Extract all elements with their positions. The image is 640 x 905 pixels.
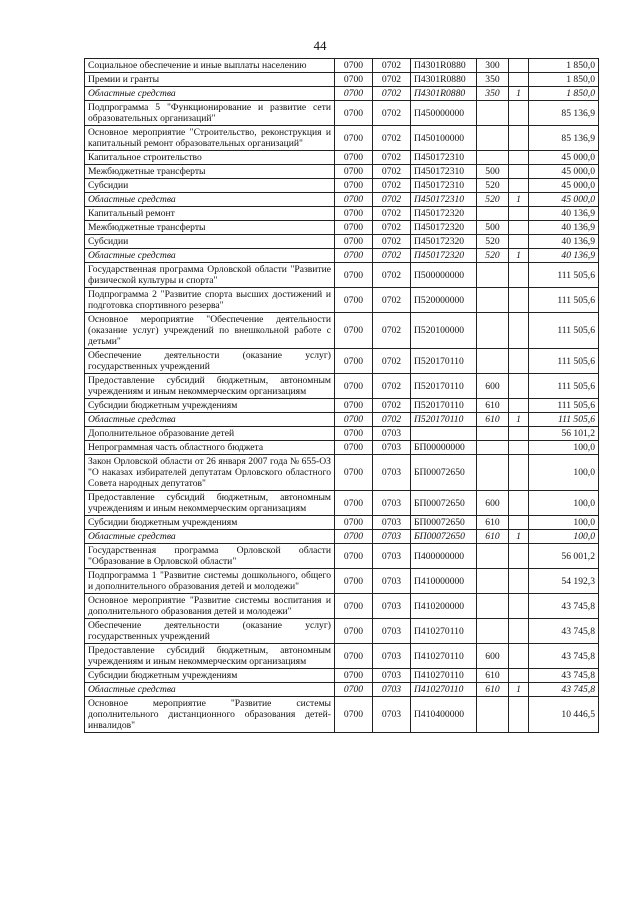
cell-section: 0700 bbox=[335, 569, 373, 594]
table-row bbox=[85, 179, 599, 193]
cell-expense-type: 600 bbox=[477, 491, 509, 516]
cell-name: Областные средства bbox=[85, 683, 335, 697]
table-body bbox=[85, 59, 599, 733]
cell-name: Областные средства bbox=[85, 193, 335, 207]
cell-expense-type bbox=[477, 427, 509, 441]
cell-target-code: БП00072650 bbox=[411, 491, 477, 516]
cell-target-code: П400000000 bbox=[411, 544, 477, 569]
cell-subsection: 0703 bbox=[373, 491, 411, 516]
cell-expense-type bbox=[477, 263, 509, 288]
cell-section: 0700 bbox=[335, 374, 373, 399]
cell-source-code bbox=[509, 669, 529, 683]
cell-name: Государственная программа Орловской области "Образование в Орловской области" bbox=[85, 544, 335, 569]
cell-subsection: 0702 bbox=[373, 349, 411, 374]
cell-subsection: 0702 bbox=[373, 59, 411, 73]
cell-source-code bbox=[509, 165, 529, 179]
cell-name: Предоставление субсидий бюджетным, автономным учреждениям и иным некоммерческим организациям bbox=[85, 644, 335, 669]
cell-source-code bbox=[509, 313, 529, 349]
cell-source-code bbox=[509, 644, 529, 669]
cell-amount: 40 136,9 bbox=[529, 235, 599, 249]
cell-amount: 40 136,9 bbox=[529, 207, 599, 221]
cell-expense-type: 610 bbox=[477, 683, 509, 697]
page-number: 44 bbox=[313, 38, 327, 53]
cell-subsection: 0703 bbox=[373, 427, 411, 441]
cell-expense-type: 350 bbox=[477, 73, 509, 87]
cell-subsection: 0703 bbox=[373, 441, 411, 455]
cell-source-code bbox=[509, 569, 529, 594]
cell-target-code: БП00072650 bbox=[411, 516, 477, 530]
cell-amount: 85 136,9 bbox=[529, 126, 599, 151]
table-row bbox=[85, 249, 599, 263]
table-row bbox=[85, 683, 599, 697]
cell-amount: 85 136,9 bbox=[529, 101, 599, 126]
cell-amount: 45 000,0 bbox=[529, 165, 599, 179]
table-row bbox=[85, 263, 599, 288]
cell-expense-type bbox=[477, 544, 509, 569]
cell-amount: 111 505,6 bbox=[529, 349, 599, 374]
cell-subsection: 0702 bbox=[373, 235, 411, 249]
cell-section: 0700 bbox=[335, 349, 373, 374]
cell-subsection: 0702 bbox=[373, 263, 411, 288]
cell-expense-type bbox=[477, 619, 509, 644]
cell-expense-type: 610 bbox=[477, 413, 509, 427]
cell-source-code bbox=[509, 455, 529, 491]
cell-source-code: 1 bbox=[509, 193, 529, 207]
cell-name: Межбюджетные трансферты bbox=[85, 165, 335, 179]
cell-expense-type bbox=[477, 697, 509, 733]
cell-source-code bbox=[509, 151, 529, 165]
cell-target-code: П4301R0880 bbox=[411, 87, 477, 101]
cell-section: 0700 bbox=[335, 249, 373, 263]
cell-section: 0700 bbox=[335, 399, 373, 413]
cell-target-code: БП00000000 bbox=[411, 441, 477, 455]
cell-subsection: 0702 bbox=[373, 73, 411, 87]
cell-expense-type: 300 bbox=[477, 59, 509, 73]
budget-allocation-table bbox=[84, 58, 599, 733]
cell-amount: 43 745,8 bbox=[529, 683, 599, 697]
cell-source-code bbox=[509, 544, 529, 569]
cell-expense-type bbox=[477, 455, 509, 491]
cell-expense-type bbox=[477, 288, 509, 313]
table-row bbox=[85, 544, 599, 569]
cell-target-code: П520100000 bbox=[411, 313, 477, 349]
cell-name: Основное мероприятие "Обеспечение деятельности (оказание услуг) учреждений по внешкольной работе с детьми" bbox=[85, 313, 335, 349]
cell-section: 0700 bbox=[335, 165, 373, 179]
cell-name: Непрограммная часть областного бюджета bbox=[85, 441, 335, 455]
cell-source-code bbox=[509, 179, 529, 193]
cell-subsection: 0703 bbox=[373, 594, 411, 619]
cell-subsection: 0702 bbox=[373, 221, 411, 235]
cell-subsection: 0703 bbox=[373, 644, 411, 669]
cell-source-code bbox=[509, 491, 529, 516]
cell-expense-type bbox=[477, 207, 509, 221]
table-row bbox=[85, 530, 599, 544]
cell-amount: 56 101,2 bbox=[529, 427, 599, 441]
cell-expense-type: 520 bbox=[477, 179, 509, 193]
cell-section: 0700 bbox=[335, 455, 373, 491]
table-row bbox=[85, 349, 599, 374]
cell-section: 0700 bbox=[335, 101, 373, 126]
cell-subsection: 0702 bbox=[373, 126, 411, 151]
cell-target-code: П450172310 bbox=[411, 179, 477, 193]
cell-section: 0700 bbox=[335, 516, 373, 530]
cell-subsection: 0702 bbox=[373, 374, 411, 399]
table-row bbox=[85, 73, 599, 87]
cell-amount: 100,0 bbox=[529, 491, 599, 516]
cell-expense-type bbox=[477, 313, 509, 349]
table-row bbox=[85, 516, 599, 530]
cell-source-code bbox=[509, 619, 529, 644]
cell-amount: 111 505,6 bbox=[529, 288, 599, 313]
cell-source-code: 1 bbox=[509, 683, 529, 697]
cell-target-code: П520170110 bbox=[411, 349, 477, 374]
cell-name: Предоставление субсидий бюджетным, автономным учреждениям и иным некоммерческим организациям bbox=[85, 374, 335, 399]
cell-target-code: П4301R0880 bbox=[411, 59, 477, 73]
cell-section: 0700 bbox=[335, 491, 373, 516]
cell-expense-type bbox=[477, 441, 509, 455]
cell-section: 0700 bbox=[335, 669, 373, 683]
cell-target-code: П450172320 bbox=[411, 235, 477, 249]
cell-target-code: П520170110 bbox=[411, 413, 477, 427]
table-row bbox=[85, 288, 599, 313]
cell-expense-type bbox=[477, 569, 509, 594]
cell-target-code: П450100000 bbox=[411, 126, 477, 151]
cell-subsection: 0703 bbox=[373, 697, 411, 733]
cell-name: Премии и гранты bbox=[85, 73, 335, 87]
table-row bbox=[85, 441, 599, 455]
cell-amount: 100,0 bbox=[529, 516, 599, 530]
cell-target-code: П450172310 bbox=[411, 151, 477, 165]
cell-amount: 111 505,6 bbox=[529, 413, 599, 427]
cell-target-code: БП00072650 bbox=[411, 455, 477, 491]
cell-subsection: 0703 bbox=[373, 669, 411, 683]
cell-expense-type: 600 bbox=[477, 374, 509, 399]
cell-source-code bbox=[509, 73, 529, 87]
table-row bbox=[85, 491, 599, 516]
cell-source-code: 1 bbox=[509, 413, 529, 427]
cell-name: Закон Орловской области от 26 января 2007 года № 655-ОЗ "О наказах избирателей депутатам Орловского областного Совета народных депутатов" bbox=[85, 455, 335, 491]
cell-subsection: 0702 bbox=[373, 165, 411, 179]
cell-expense-type bbox=[477, 151, 509, 165]
cell-subsection: 0702 bbox=[373, 399, 411, 413]
cell-name: Основное мероприятие "Развитие системы дополнительного дистанционного образования детей-инвалидов" bbox=[85, 697, 335, 733]
cell-amount: 100,0 bbox=[529, 530, 599, 544]
cell-amount: 111 505,6 bbox=[529, 399, 599, 413]
cell-source-code bbox=[509, 594, 529, 619]
table-row bbox=[85, 569, 599, 594]
cell-subsection: 0702 bbox=[373, 313, 411, 349]
cell-section: 0700 bbox=[335, 427, 373, 441]
cell-source-code bbox=[509, 59, 529, 73]
cell-subsection: 0703 bbox=[373, 516, 411, 530]
cell-section: 0700 bbox=[335, 441, 373, 455]
cell-target-code: П410200000 bbox=[411, 594, 477, 619]
cell-amount: 43 745,8 bbox=[529, 669, 599, 683]
table-row bbox=[85, 697, 599, 733]
cell-subsection: 0702 bbox=[373, 151, 411, 165]
cell-source-code bbox=[509, 427, 529, 441]
cell-source-code bbox=[509, 288, 529, 313]
cell-expense-type: 520 bbox=[477, 235, 509, 249]
cell-target-code: П450172320 bbox=[411, 207, 477, 221]
cell-section: 0700 bbox=[335, 59, 373, 73]
cell-source-code bbox=[509, 399, 529, 413]
cell-target-code: БП00072650 bbox=[411, 530, 477, 544]
cell-amount: 56 001,2 bbox=[529, 544, 599, 569]
cell-section: 0700 bbox=[335, 179, 373, 193]
cell-subsection: 0702 bbox=[373, 288, 411, 313]
cell-source-code bbox=[509, 207, 529, 221]
cell-target-code: П450172320 bbox=[411, 249, 477, 263]
table-row bbox=[85, 619, 599, 644]
table-row bbox=[85, 413, 599, 427]
cell-name: Субсидии bbox=[85, 179, 335, 193]
cell-amount: 10 446,5 bbox=[529, 697, 599, 733]
table-row bbox=[85, 235, 599, 249]
cell-name: Областные средства bbox=[85, 530, 335, 544]
cell-expense-type bbox=[477, 126, 509, 151]
cell-expense-type bbox=[477, 349, 509, 374]
cell-amount: 45 000,0 bbox=[529, 193, 599, 207]
cell-target-code: П410400000 bbox=[411, 697, 477, 733]
cell-amount: 45 000,0 bbox=[529, 179, 599, 193]
cell-expense-type: 350 bbox=[477, 87, 509, 101]
table-row bbox=[85, 399, 599, 413]
cell-source-code: 1 bbox=[509, 530, 529, 544]
cell-amount: 111 505,6 bbox=[529, 263, 599, 288]
cell-subsection: 0703 bbox=[373, 619, 411, 644]
cell-expense-type bbox=[477, 101, 509, 126]
cell-subsection: 0702 bbox=[373, 207, 411, 221]
cell-name: Обеспечение деятельности (оказание услуг) государственных учреждений bbox=[85, 619, 335, 644]
cell-target-code: П520000000 bbox=[411, 288, 477, 313]
cell-expense-type: 520 bbox=[477, 193, 509, 207]
cell-amount: 1 850,0 bbox=[529, 59, 599, 73]
cell-expense-type: 520 bbox=[477, 249, 509, 263]
cell-target-code: П410270110 bbox=[411, 644, 477, 669]
table-row bbox=[85, 101, 599, 126]
cell-name: Основное мероприятие "Строительство, реконструкция и капитальный ремонт образовательных организаций" bbox=[85, 126, 335, 151]
cell-subsection: 0702 bbox=[373, 413, 411, 427]
cell-section: 0700 bbox=[335, 683, 373, 697]
cell-section: 0700 bbox=[335, 73, 373, 87]
cell-section: 0700 bbox=[335, 644, 373, 669]
cell-amount: 1 850,0 bbox=[529, 87, 599, 101]
cell-section: 0700 bbox=[335, 207, 373, 221]
table-row bbox=[85, 427, 599, 441]
cell-name: Предоставление субсидий бюджетным, автономным учреждениям и иным некоммерческим организациям bbox=[85, 491, 335, 516]
cell-amount: 40 136,9 bbox=[529, 221, 599, 235]
cell-name: Капитальное строительство bbox=[85, 151, 335, 165]
cell-subsection: 0703 bbox=[373, 544, 411, 569]
cell-section: 0700 bbox=[335, 313, 373, 349]
cell-amount: 43 745,8 bbox=[529, 619, 599, 644]
cell-section: 0700 bbox=[335, 413, 373, 427]
cell-subsection: 0703 bbox=[373, 683, 411, 697]
cell-amount: 1 850,0 bbox=[529, 73, 599, 87]
table-row bbox=[85, 374, 599, 399]
cell-subsection: 0702 bbox=[373, 193, 411, 207]
cell-target-code bbox=[411, 427, 477, 441]
table-row bbox=[85, 193, 599, 207]
cell-section: 0700 bbox=[335, 263, 373, 288]
cell-section: 0700 bbox=[335, 235, 373, 249]
cell-target-code: П450172310 bbox=[411, 165, 477, 179]
cell-subsection: 0702 bbox=[373, 179, 411, 193]
cell-expense-type: 500 bbox=[477, 221, 509, 235]
cell-section: 0700 bbox=[335, 87, 373, 101]
cell-name: Областные средства bbox=[85, 87, 335, 101]
table-row bbox=[85, 313, 599, 349]
cell-source-code bbox=[509, 263, 529, 288]
cell-name: Подпрограмма 1 "Развитие системы дошкольного, общего и дополнительного образования детей и молодежи" bbox=[85, 569, 335, 594]
cell-expense-type bbox=[477, 594, 509, 619]
cell-expense-type: 610 bbox=[477, 516, 509, 530]
cell-section: 0700 bbox=[335, 530, 373, 544]
cell-subsection: 0703 bbox=[373, 455, 411, 491]
cell-amount: 54 192,3 bbox=[529, 569, 599, 594]
cell-subsection: 0703 bbox=[373, 569, 411, 594]
cell-amount: 111 505,6 bbox=[529, 374, 599, 399]
table-row bbox=[85, 59, 599, 73]
cell-name: Дополнительное образование детей bbox=[85, 427, 335, 441]
cell-name: Межбюджетные трансферты bbox=[85, 221, 335, 235]
cell-target-code: П410270110 bbox=[411, 669, 477, 683]
cell-section: 0700 bbox=[335, 594, 373, 619]
cell-section: 0700 bbox=[335, 193, 373, 207]
cell-name: Субсидии bbox=[85, 235, 335, 249]
cell-name: Субсидии бюджетным учреждениям bbox=[85, 516, 335, 530]
cell-source-code bbox=[509, 697, 529, 733]
cell-source-code: 1 bbox=[509, 249, 529, 263]
table-row bbox=[85, 165, 599, 179]
cell-source-code bbox=[509, 374, 529, 399]
cell-source-code: 1 bbox=[509, 87, 529, 101]
cell-section: 0700 bbox=[335, 697, 373, 733]
cell-amount: 111 505,6 bbox=[529, 313, 599, 349]
cell-source-code bbox=[509, 441, 529, 455]
cell-name: Областные средства bbox=[85, 249, 335, 263]
cell-section: 0700 bbox=[335, 619, 373, 644]
cell-source-code bbox=[509, 101, 529, 126]
table-row bbox=[85, 594, 599, 619]
table-row bbox=[85, 669, 599, 683]
cell-name: Подпрограмма 5 "Функционирование и развитие сети образовательных организаций" bbox=[85, 101, 335, 126]
cell-section: 0700 bbox=[335, 221, 373, 235]
cell-target-code: П450172310 bbox=[411, 193, 477, 207]
cell-target-code: П500000000 bbox=[411, 263, 477, 288]
cell-subsection: 0702 bbox=[373, 249, 411, 263]
cell-subsection: 0702 bbox=[373, 101, 411, 126]
cell-amount: 40 136,9 bbox=[529, 249, 599, 263]
cell-section: 0700 bbox=[335, 126, 373, 151]
cell-name: Подпрограмма 2 "Развитие спорта высших достижений и подготовка спортивного резерва" bbox=[85, 288, 335, 313]
cell-target-code: П520170110 bbox=[411, 399, 477, 413]
table-row bbox=[85, 207, 599, 221]
cell-section: 0700 bbox=[335, 288, 373, 313]
cell-expense-type: 610 bbox=[477, 669, 509, 683]
cell-name: Субсидии бюджетным учреждениям bbox=[85, 399, 335, 413]
cell-target-code: П410000000 bbox=[411, 569, 477, 594]
cell-source-code bbox=[509, 126, 529, 151]
cell-amount: 100,0 bbox=[529, 441, 599, 455]
cell-target-code: П410270110 bbox=[411, 619, 477, 644]
cell-section: 0700 bbox=[335, 151, 373, 165]
cell-target-code: П410270110 bbox=[411, 683, 477, 697]
cell-name: Областные средства bbox=[85, 413, 335, 427]
cell-target-code: П450000000 bbox=[411, 101, 477, 126]
cell-source-code bbox=[509, 221, 529, 235]
cell-name: Капитальный ремонт bbox=[85, 207, 335, 221]
table-row bbox=[85, 455, 599, 491]
cell-expense-type: 500 bbox=[477, 165, 509, 179]
cell-expense-type: 610 bbox=[477, 530, 509, 544]
cell-amount: 45 000,0 bbox=[529, 151, 599, 165]
table-row bbox=[85, 126, 599, 151]
cell-name: Государственная программа Орловской области "Развитие физической культуры и спорта" bbox=[85, 263, 335, 288]
table-row bbox=[85, 221, 599, 235]
cell-amount: 43 745,8 bbox=[529, 644, 599, 669]
cell-subsection: 0703 bbox=[373, 530, 411, 544]
cell-source-code bbox=[509, 516, 529, 530]
cell-name: Субсидии бюджетным учреждениям bbox=[85, 669, 335, 683]
cell-source-code bbox=[509, 235, 529, 249]
cell-section: 0700 bbox=[335, 544, 373, 569]
cell-target-code: П520170110 bbox=[411, 374, 477, 399]
cell-subsection: 0702 bbox=[373, 87, 411, 101]
cell-name: Социальное обеспечение и иные выплаты населению bbox=[85, 59, 335, 73]
cell-expense-type: 610 bbox=[477, 399, 509, 413]
cell-name: Обеспечение деятельности (оказание услуг) государственных учреждений bbox=[85, 349, 335, 374]
cell-amount: 43 745,8 bbox=[529, 594, 599, 619]
cell-target-code: П4301R0880 bbox=[411, 73, 477, 87]
table-row bbox=[85, 87, 599, 101]
cell-target-code: П450172320 bbox=[411, 221, 477, 235]
cell-expense-type: 600 bbox=[477, 644, 509, 669]
cell-name: Основное мероприятие "Развитие системы воспитания и дополнительного образования детей и молодежи" bbox=[85, 594, 335, 619]
cell-amount: 100,0 bbox=[529, 455, 599, 491]
cell-source-code bbox=[509, 349, 529, 374]
table-row bbox=[85, 644, 599, 669]
table-row bbox=[85, 151, 599, 165]
